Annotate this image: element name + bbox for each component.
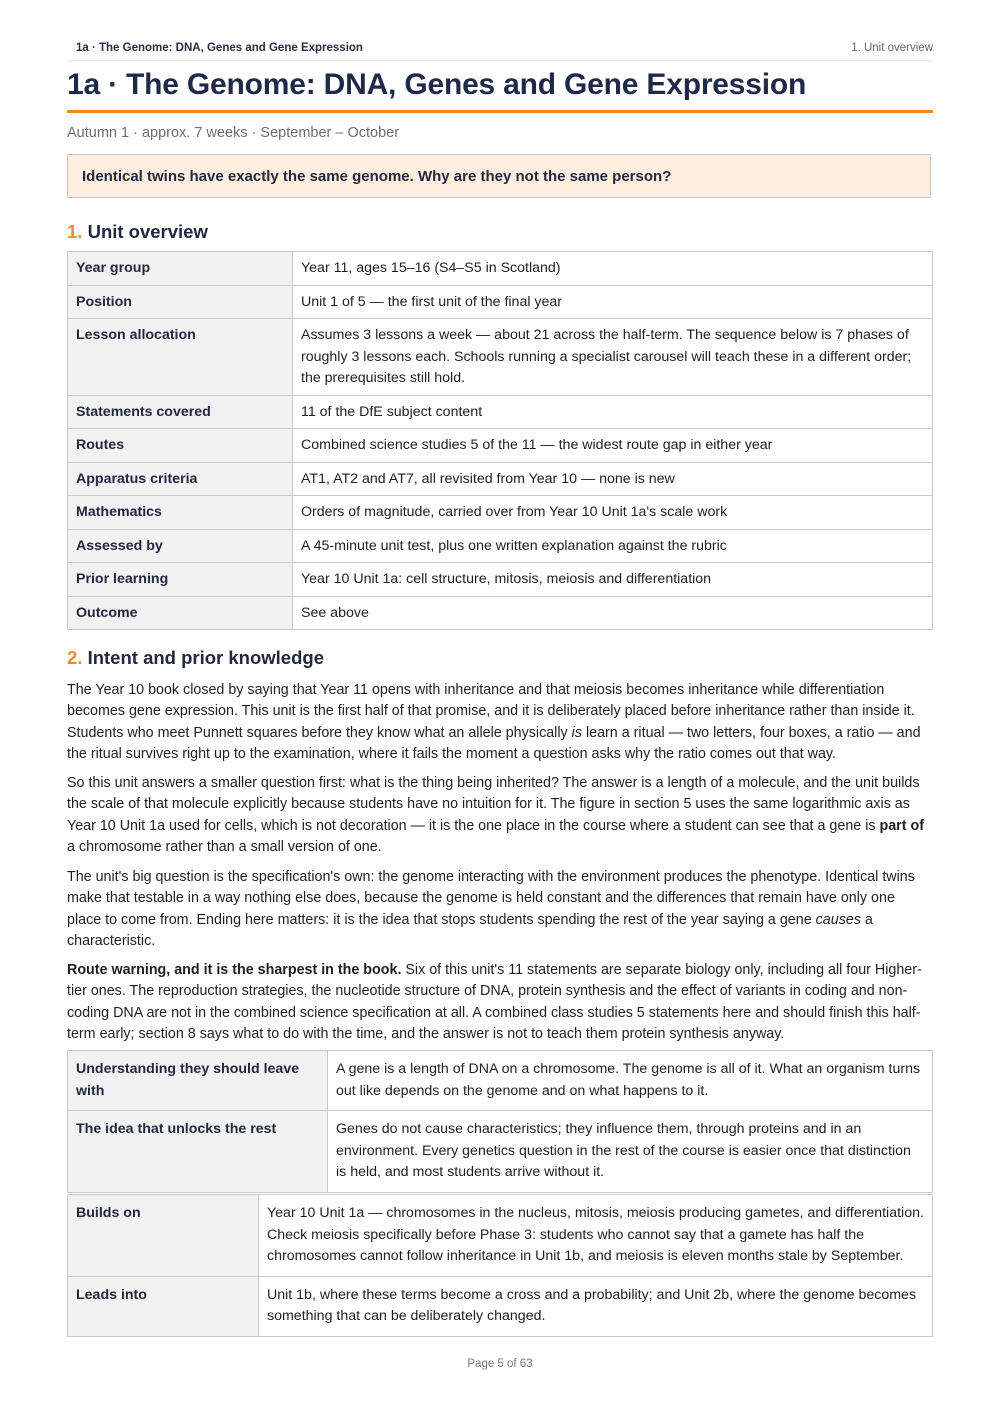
intent-table (67, 1050, 933, 1193)
row-key: Mathematics (68, 496, 293, 530)
section-title: Unit overview (87, 221, 208, 242)
row-value: Year 10 Unit 1a: cell structure, mitosis, meiosis and differentiation (293, 563, 933, 597)
row-key: Routes (68, 429, 293, 463)
row-value: Unit 1b, where these terms become a cross and a probability; and Unit 2b, where the genome becomes something that can be deliberately changed. (259, 1276, 933, 1336)
table-row (68, 529, 933, 563)
emphasis: causes (815, 911, 861, 928)
table-row (68, 1051, 933, 1111)
text: a chromosome rather than a small version of one. (67, 838, 382, 855)
intent-paragraph-3 (67, 867, 933, 952)
running-header (67, 38, 933, 61)
route-warning-heading: Route warning, and it is the sharpest in the book. (67, 962, 402, 978)
section-number: 2. (67, 647, 83, 668)
page-title: 1a · The Genome: DNA, Genes and Gene Expression (67, 68, 933, 113)
text: learn a ritual — two letters, four boxes, a ratio — and the ritual survives right up to the examination, where it fails the moment a question asks why the ratio comes out that way. (67, 724, 921, 762)
running-header-section: 1. Unit overview (851, 42, 933, 54)
big-question-callout (67, 154, 931, 198)
emphasis: is (571, 724, 582, 741)
route-warning-paragraph (67, 960, 933, 1045)
row-value: Assumes 3 lessons a week — about 21 across the half-term. The sequence below is 7 phases of roughly 3 lessons each. Schools running a specialist carousel will teach these in a different order; the prerequisites still hold. (293, 319, 933, 396)
table-row (68, 563, 933, 597)
table-row (68, 1195, 933, 1277)
text: a characteristic. (67, 911, 873, 949)
table-row (68, 395, 933, 429)
table-row (68, 462, 933, 496)
row-key: Understanding they should leave with (68, 1051, 328, 1111)
row-key: Outcome (68, 596, 293, 630)
row-key: Year group (68, 252, 293, 286)
table-row (68, 429, 933, 463)
row-value: A 45-minute unit test, plus one written explanation against the rubric (293, 529, 933, 563)
row-key: Lesson allocation (68, 319, 293, 396)
page-number: Page 5 of 63 (467, 1358, 533, 1370)
table-row (68, 319, 933, 396)
row-key: Position (68, 285, 293, 319)
unit-overview-table (67, 251, 933, 630)
row-key: Statements covered (68, 395, 293, 429)
table-row (68, 285, 933, 319)
row-value: Year 11, ages 15–16 (S4–S5 in Scotland) (293, 252, 933, 286)
intent-paragraph-2 (67, 773, 933, 858)
text: Six of this unit's 11 statements are separate biology only, including all four Higher-tier ones. The reproduction strategies, the nucleotide structure of DNA, protein synthesis and the effect of variants in coding and non-coding DNA are not in the combined science specification at all. A combined class studies 5 statements here and should finish this half-term early; section 8 says what to do with the time, and the answer is not to teach them protein synthesis anyway. (67, 962, 922, 1042)
section-heading-unit-overview (67, 221, 208, 243)
row-key: Leads into (68, 1276, 259, 1336)
prior-knowledge-links-table (67, 1194, 933, 1337)
row-key: Apparatus criteria (68, 462, 293, 496)
row-value: AT1, AT2 and AT7, all revisited from Year 10 — none is new (293, 462, 933, 496)
page-subtitle: Autumn 1 · approx. 7 weeks · September – October (67, 125, 400, 141)
text: So this unit answers a smaller question first: what is the thing being inherited? The answer is a length of a molecule, and the unit builds the scale of that molecule explicitly because students have no intuition for it. The figure in section 5 uses the same logarithmic axis as Year 10 Unit 1a used for cells, which is not decoration — it is the one place in the course where a student can see that a gene is (67, 775, 920, 834)
big-question-text: Identical twins have exactly the same genome. Why are they not the same person? (82, 167, 672, 185)
row-value: See above (293, 596, 933, 630)
text: The Year 10 book closed by saying that Year 11 opens with inheritance and that meiosis becomes inheritance while differentiation becomes gene expression. This unit is the first half of that promise, and it is deliberately placed before inheritance rather than inside it. Students who meet Punnett squares before they know what an allele physically (67, 682, 915, 741)
row-value: Genes do not cause characteristics; they influence them, through proteins and in an environment. Every genetics question in the rest of the course is easier once that distinction is held, and most students arrive without it. (328, 1111, 933, 1193)
text: The unit's big question is the specification's own: the genome interacting with the environment produces the phenotype. Identical twins make that testable in a way nothing else does, because the genome is held constant and the differences that remain have only one place to come from. Ending here matters: it is the idea that stops students spending the rest of the year saying a gene (67, 869, 915, 928)
intent-paragraph-1 (67, 680, 933, 765)
row-value: Year 10 Unit 1a — chromosomes in the nucleus, mitosis, meiosis producing gametes, and differentiation. Check meiosis specifically before Phase 3: students who cannot say that a gamete has half the chromosomes cannot follow inheritance in Unit 1b, and meiosis is eleven months stale by September. (259, 1195, 933, 1277)
row-key: Prior learning (68, 563, 293, 597)
table-row (68, 1111, 933, 1193)
row-key: Assessed by (68, 529, 293, 563)
section-title: Intent and prior knowledge (87, 647, 324, 668)
row-value: Combined science studies 5 of the 11 — the widest route gap in either year (293, 429, 933, 463)
row-value: 11 of the DfE subject content (293, 395, 933, 429)
row-value: A gene is a length of DNA on a chromosome. The genome is all of it. What an organism turns out like depends on the genome and on what happens to it. (328, 1051, 933, 1111)
bold-text: part of (879, 817, 924, 834)
row-key: The idea that unlocks the rest (68, 1111, 328, 1193)
table-row (68, 496, 933, 530)
row-value: Unit 1 of 5 — the first unit of the final year (293, 285, 933, 319)
table-row (68, 596, 933, 630)
row-key: Builds on (68, 1195, 259, 1277)
running-header-title: 1a · The Genome: DNA, Genes and Gene Expression (76, 42, 363, 54)
section-number: 1. (67, 221, 83, 242)
section-heading-intent (67, 647, 324, 669)
row-value: Orders of magnitude, carried over from Year 10 Unit 1a's scale work (293, 496, 933, 530)
table-row (68, 1276, 933, 1336)
table-row (68, 252, 933, 286)
